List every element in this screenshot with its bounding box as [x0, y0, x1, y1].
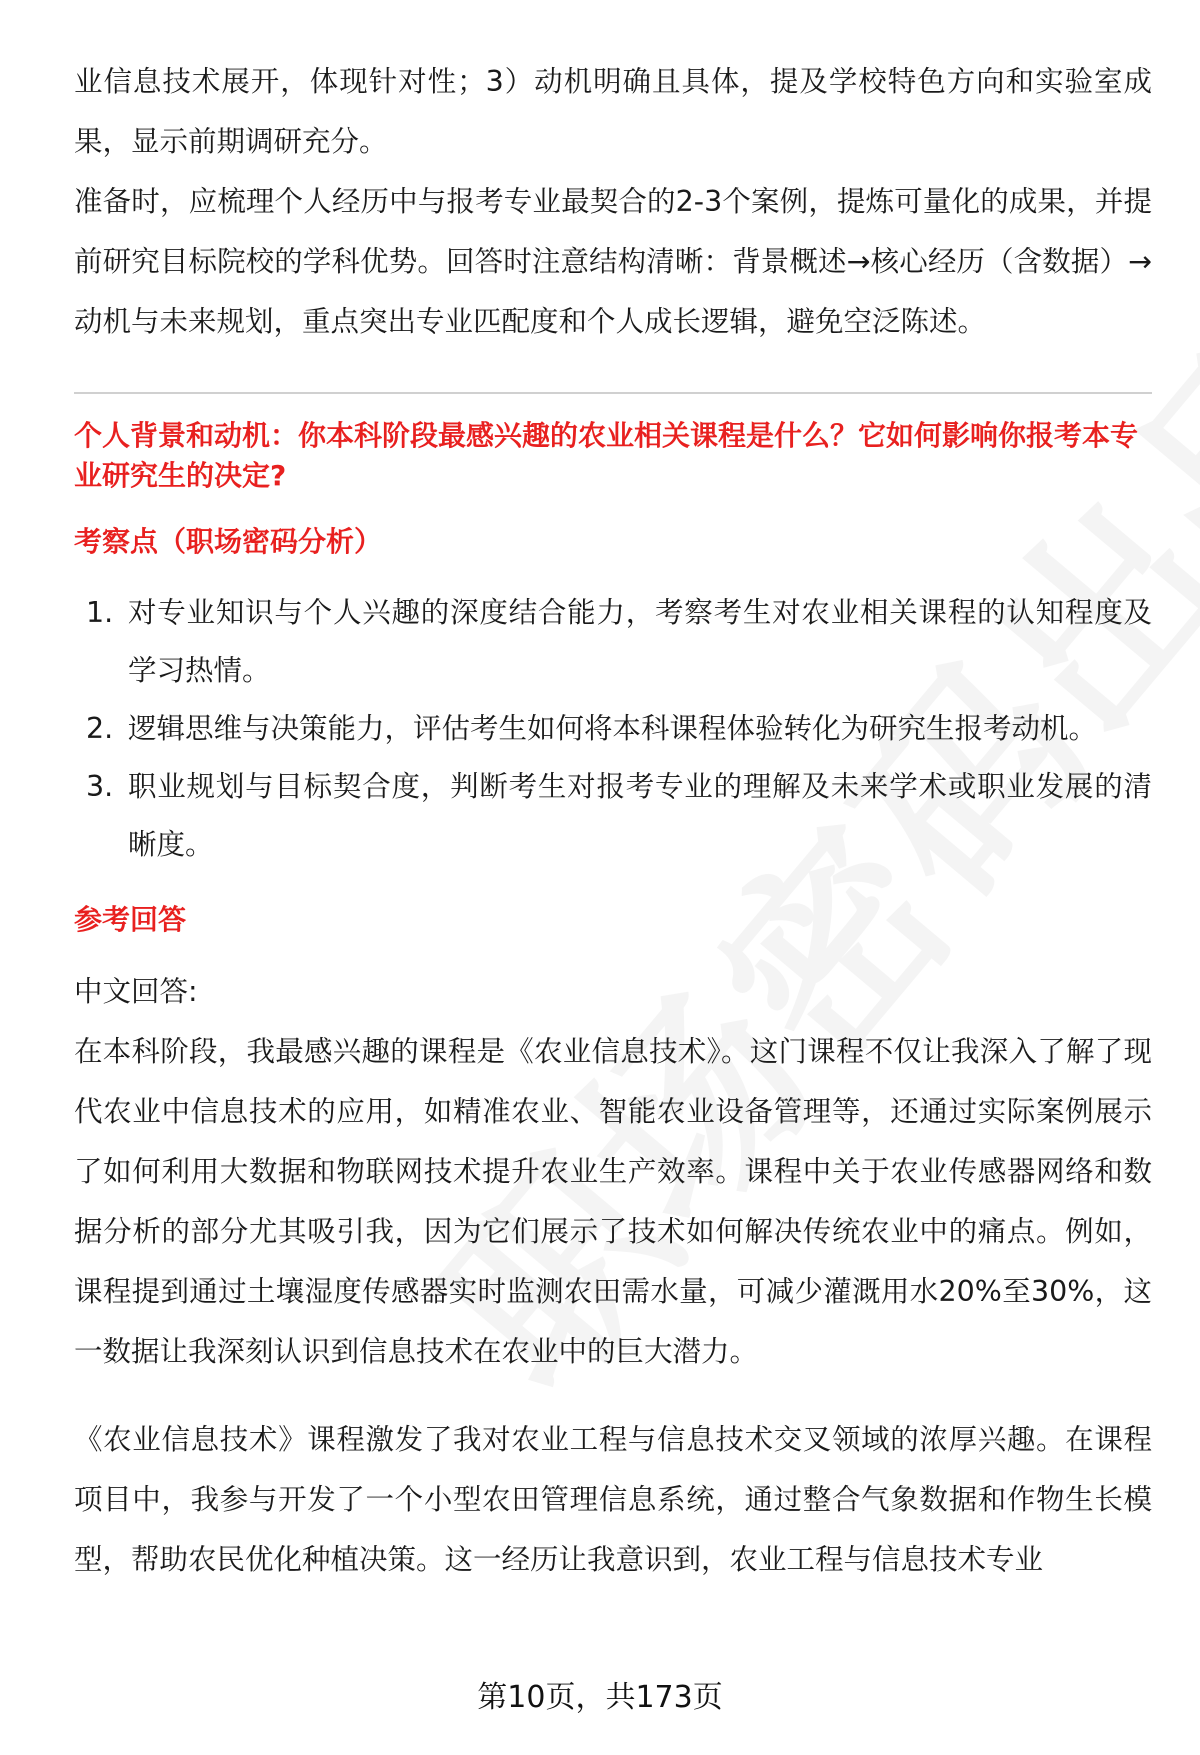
list-item [74, 700, 1152, 758]
list-item-number: 3. [86, 770, 114, 803]
list-item-text: 逻辑思维与决策能力，评估考生如何将本科课程体验转化为研究生报考动机。 [128, 712, 1098, 745]
page-footer: 第10页，共173页 [477, 1680, 723, 1715]
intro-paragraph-2: 准备时，应梳理个人经历中与报考专业最契合的2-3个案例，提炼可量化的成果，并提前研究目标院校的学科优势。回答时注意结构清晰：背景概述→核心经历（含数据）→动机与未来规划，重点突出专业匹配度和个人成长逻辑，避免空泛陈述。 [74, 185, 1152, 338]
question-heading: 个人背景和动机：你本科阶段最感兴趣的农业相关课程是什么？它如何影响你报考本专业研究生的决定? [74, 419, 1139, 492]
section-divider [74, 392, 1152, 394]
answer-label: 中文回答: [74, 975, 198, 1008]
list-item-text: 对专业知识与个人兴趣的深度结合能力，考察考生对农业相关课程的认知程度及学习热情。 [128, 596, 1152, 687]
answer-title: 参考回答 [74, 903, 187, 936]
paragraph-gap [74, 1382, 1152, 1410]
assessment-title: 考察点（职场密码分析） [74, 525, 383, 558]
list-item-number: 2. [86, 712, 114, 745]
list-item [74, 758, 1152, 874]
assessment-list [74, 584, 1152, 874]
answer-paragraph-1: 在本科阶段，我最感兴趣的课程是《农业信息技术》。这门课程不仅让我深入了解了现代农业中信息技术的应用，如精准农业、智能农业设备管理等，还通过实际案例展示了如何利用大数据和物联网技术提升农业生产效率。课程中关于农业传感器网络和数据分析的部分尤其吸引我，因为它们展示了技术如何解决传统农业中的痛点。例如，课程提到通过土壤湿度传感器实时监测农田需水量，可减少灌溉用水20%至30%，这一数据让我深刻认识到信息技术在农业中的巨大潜力。 [74, 1035, 1152, 1368]
document-page [74, 52, 1152, 1590]
intro-paragraph-1: 业信息技术展开，体现针对性；3）动机明确且具体，提及学校特色方向和实验室成果，显示前期调研充分。 [74, 65, 1152, 158]
list-item-number: 1. [86, 596, 114, 629]
list-item-text: 职业规划与目标契合度，判断考生对报考专业的理解及未来学术或职业发展的清晰度。 [128, 770, 1152, 861]
list-item [74, 584, 1152, 700]
answer-paragraph-2: 《农业信息技术》课程激发了我对农业工程与信息技术交叉领域的浓厚兴趣。在课程项目中，我参与开发了一个小型农田管理信息系统，通过整合气象数据和作物生长模型，帮助农民优化种植决策。这一经历让我意识到，农业工程与信息技术专业 [74, 1423, 1152, 1576]
